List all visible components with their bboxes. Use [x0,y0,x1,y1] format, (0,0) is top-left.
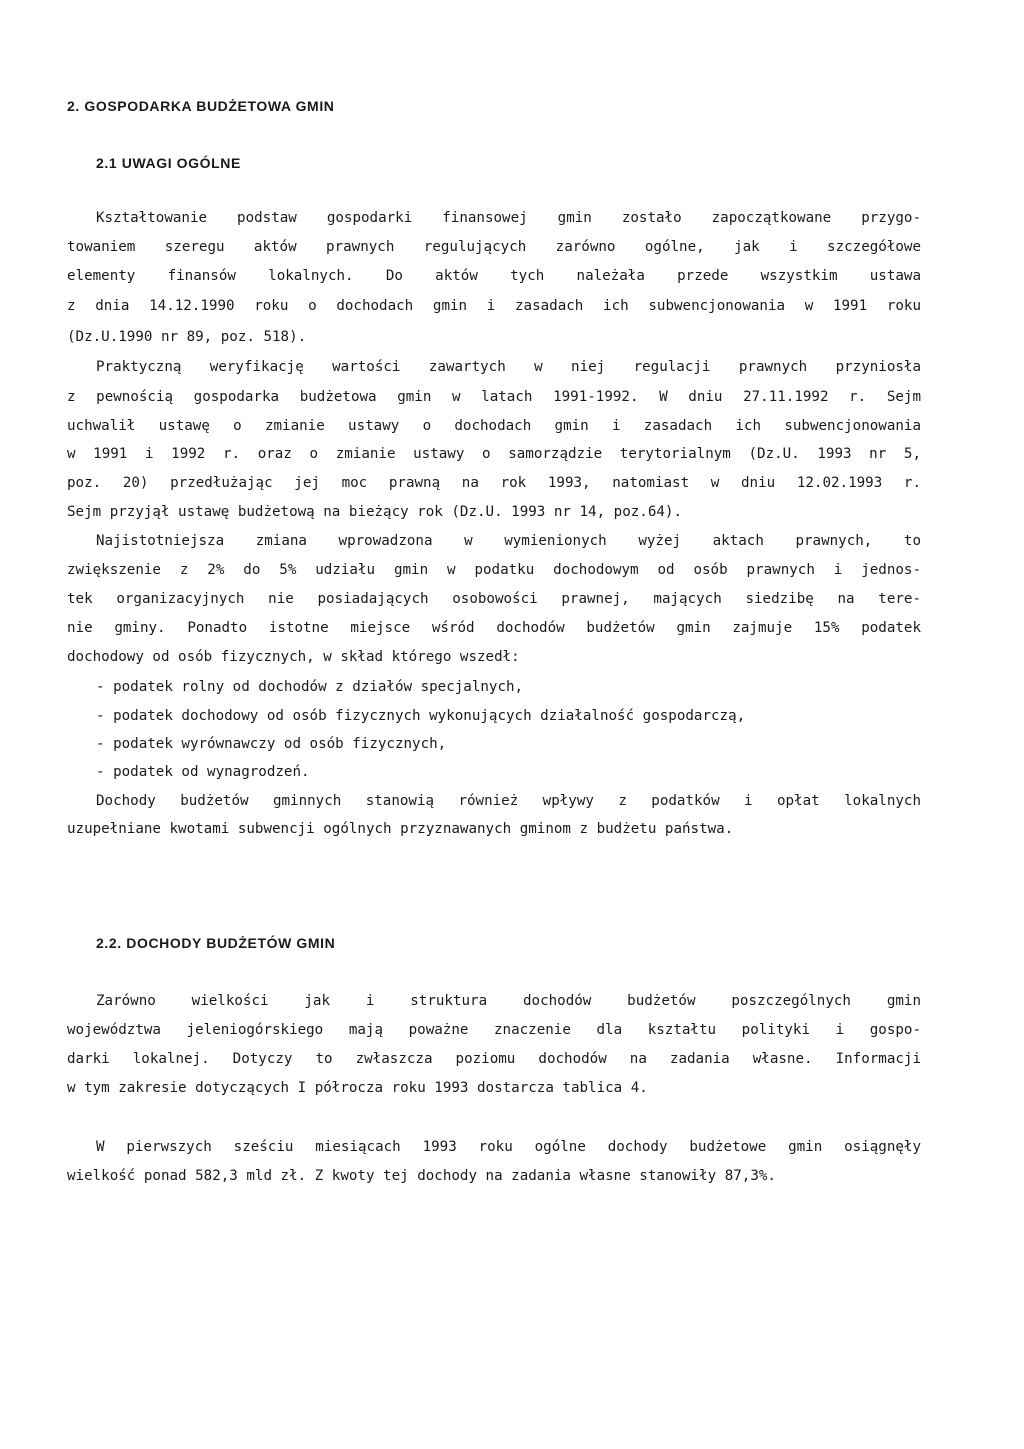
text-line: poz. 20) przedłużając jej moc prawną na rok 1993, natomiast w dniu 12.02.1993 r. [67,475,921,491]
text-line: Praktyczną weryfikację wartości zawartych w niej regulacji prawnych przyniosła [96,359,921,375]
text-line: Sejm przyjął ustawę budżetową na bieżący rok (Dz.U. 1993 nr 14, poz.64). [67,504,682,520]
text-line: Zarówno wielkości jak i struktura dochodów budżetów poszczególnych gmin [96,993,921,1009]
text-line: wielkość ponad 582,3 mld zł. Z kwoty tej dochody na zadania własne stanowiły 87,3%. [67,1168,776,1184]
text-line: darki lokalnej. Dotyczy to zwłaszcza poziomu dochodów na zadania własne. Informacji [67,1051,921,1067]
text-line: w 1991 i 1992 r. oraz o zmianie ustawy o samorządzie terytorialnym (Dz.U. 1993 nr 5, [67,446,921,462]
text-line: uchwalił ustawę o zmianie ustawy o dochodach gmin i zasadach ich subwencjonowania [67,418,921,434]
text-line: województwa jeleniogórskiego mają poważne znaczenie dla kształtu polityki i gospo- [67,1022,921,1038]
text-line: uzupełniane kwotami subwencji ogólnych przyznawanych gminom z budżetu państwa. [67,821,734,837]
text-line: dochodowy od osób fizycznych, w skład którego wszedł: [67,649,520,665]
text-line: Dochody budżetów gminnych stanowią również wpływy z podatków i opłat lokalnych [96,793,921,809]
text-line: elementy finansów lokalnych. Do aktów tych należała przede wszystkim ustawa [67,268,921,284]
text-line: Najistotniejsza zmiana wprowadzona w wymienionych wyżej aktach prawnych, to [96,533,921,549]
text-line: nie gminy. Ponadto istotne miejsce wśród dochodów budżetów gmin zajmuje 15% podatek [67,620,921,636]
text-line: towaniem szeregu aktów prawnych regulujących zarówno ogólne, jak i szczegółowe [67,239,921,255]
list-item: - podatek od wynagrodzeń. [96,764,310,780]
text-line: w tym zakresie dotyczących I półrocza roku 1993 dostarcza tablica 4. [67,1080,648,1096]
section-2-2-heading: 2.2. DOCHODY BUDŻETÓW GMIN [96,935,336,951]
text-line: tek organizacyjnych nie posiadających osobowości prawnej, mających siedzibę na tere- [67,591,921,607]
list-item: - podatek dochodowy od osób fizycznych wykonujących działalność gospodarczą, [96,708,746,724]
text-line: W pierwszych sześciu miesiącach 1993 roku ogólne dochody budżetowe gmin osiągnęły [96,1139,921,1155]
text-line: zwiększenie z 2% do 5% udziału gmin w podatku dochodowym od osób prawnych i jednos- [67,562,921,578]
list-item: - podatek rolny od dochodów z działów specjalnych, [96,679,524,695]
text-line: (Dz.U.1990 nr 89, poz. 518). [67,329,307,345]
text-line: z dnia 14.12.1990 roku o dochodach gmin i zasadach ich subwencjonowania w 1991 roku [67,298,921,314]
text-line: Kształtowanie podstaw gospodarki finansowej gmin zostało zapoczątkowane przygo- [96,210,921,226]
list-item: - podatek wyrównawczy od osób fizycznych, [96,736,447,752]
text-line: z pewnością gospodarka budżetowa gmin w latach 1991-1992. W dniu 27.11.1992 r. Sejm [67,389,921,405]
section-2-1-heading: 2.1 UWAGI OGÓLNE [96,155,241,171]
section-2-heading: 2. GOSPODARKA BUDŻETOWA GMIN [67,98,335,114]
